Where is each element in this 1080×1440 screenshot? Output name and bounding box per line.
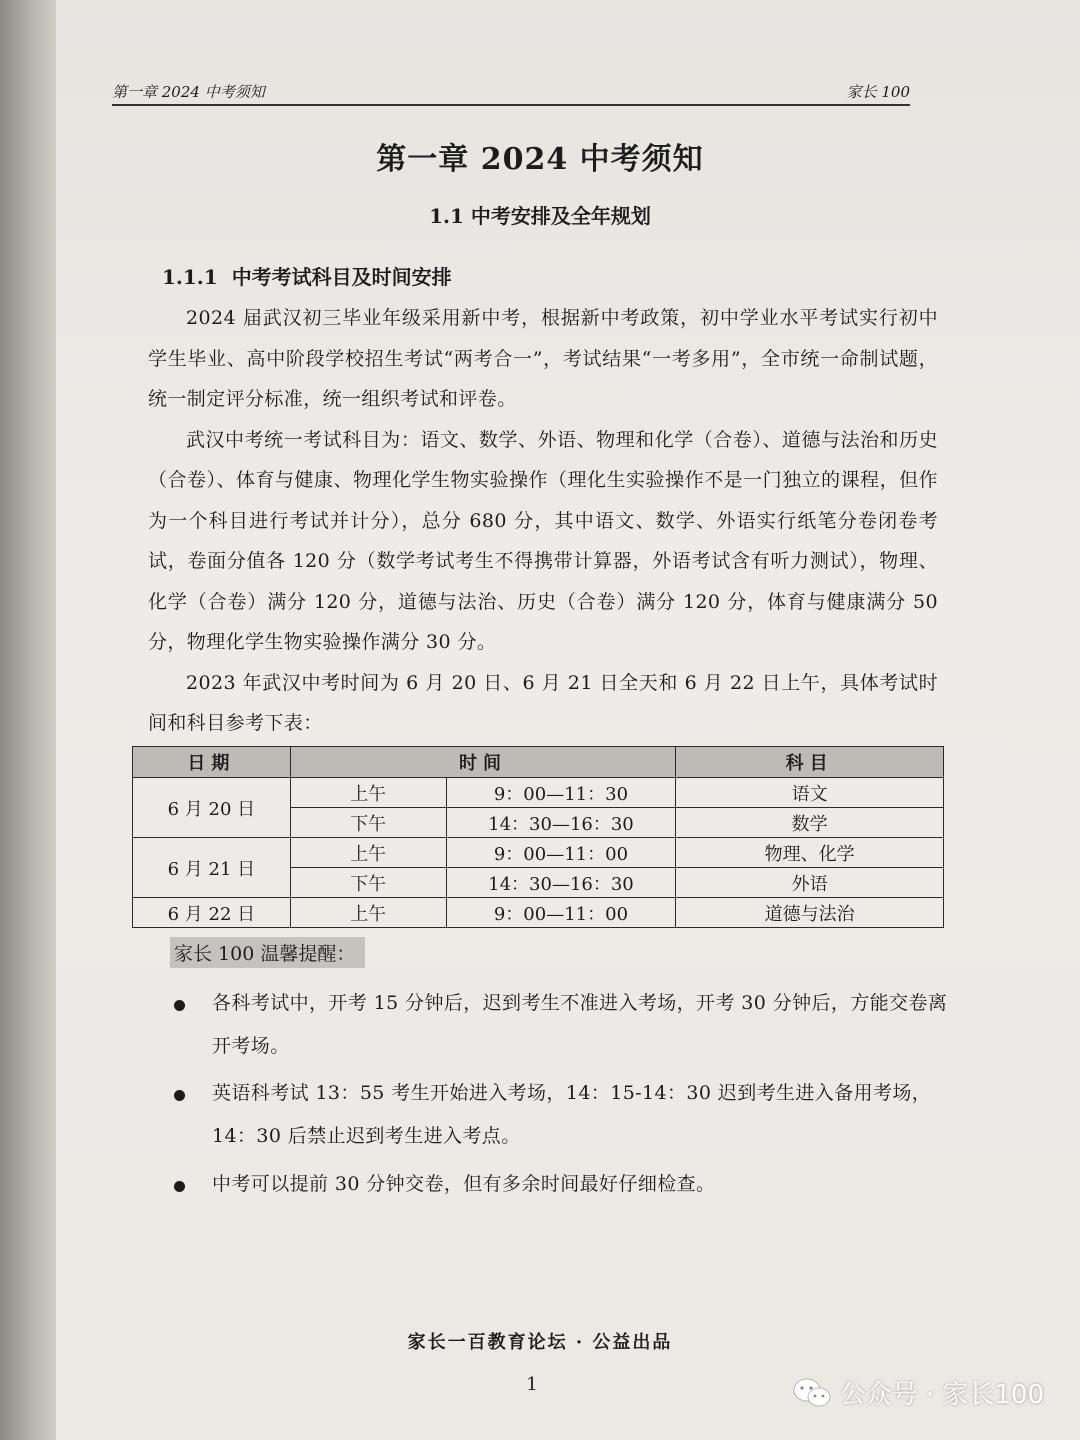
bullet-text: 中考可以提前 30 分钟交卷，但有多余时间最好仔细检查。 xyxy=(212,1173,716,1195)
time-cell: 9：00—11：00 xyxy=(446,898,676,928)
table-row xyxy=(133,838,944,868)
bullet-dot-icon xyxy=(174,1090,185,1101)
bullet-text: 英语科考试 13：55 考生开始进入考场，14：15-14：30 迟到考生进入备用考场，14：30 后禁止迟到考生进入考点。 xyxy=(212,1082,932,1147)
running-header-left: 第一章 2024 中考须知 xyxy=(112,83,265,101)
page-footer: 家长一百教育论坛 · 公益出品 xyxy=(407,1332,673,1353)
period-cell: 上午 xyxy=(290,778,446,808)
header-subject: 科目 xyxy=(676,747,944,778)
bullet-item xyxy=(126,1163,948,1206)
subsection-title xyxy=(162,261,452,290)
wechat-icon xyxy=(792,1377,832,1409)
table-row xyxy=(133,898,944,928)
watermark-text: 公众号 · 家长100 xyxy=(839,1380,1044,1410)
subject-cell: 语文 xyxy=(676,778,944,808)
page-number: 1 xyxy=(526,1374,538,1395)
subject-cell: 道德与法治 xyxy=(676,898,944,928)
exam-schedule-table xyxy=(132,746,944,928)
bullet-dot-icon xyxy=(174,1000,185,1011)
period-cell: 下午 xyxy=(290,808,446,838)
paragraph-3: 2023 年武汉中考时间为 6 月 20 日、6 月 21 日全天和 6 月 22 日上午，具体考试时间和科目参考下表： xyxy=(148,671,938,734)
running-header xyxy=(112,80,910,106)
bullet-item xyxy=(126,982,948,1068)
table-header-row xyxy=(133,747,944,778)
chapter-title: 第一章 2024 中考须知 xyxy=(376,142,704,177)
reminder-title: 家长 100 温馨提醒： xyxy=(170,937,365,968)
bullet-dot-icon xyxy=(174,1181,185,1192)
subsection-number: 1.1.1 xyxy=(162,265,218,289)
subject-cell: 外语 xyxy=(676,868,944,898)
watermark xyxy=(792,1374,1044,1411)
header-date: 日期 xyxy=(133,747,291,778)
period-cell: 上午 xyxy=(290,898,446,928)
paragraph-2: 武汉中考统一考试科目为：语文、数学、外语、物理和化学（合卷）、道德与法治和历史（合卷）、体育与健康、物理化学生物实验操作（理化生实验操作不是一门独立的课程，但作为一个科目进行考试并计分），总分 680 分，其中语文、数学、外语实行纸笔分卷闭卷考试，卷面分值各 120 分（数学考试考生不得携带计算器，外语考试含有听力测试），物理、化学（合卷）满分 120 分，道德与法治、历史（合卷）满分 120 分，体育与健康满分 50 分，物理化学生物实验操作满分 30 分。 xyxy=(148,428,938,653)
subject-cell: 物理、化学 xyxy=(676,838,944,868)
subject-cell: 数学 xyxy=(676,808,944,838)
time-cell: 9：00—11：30 xyxy=(446,778,676,808)
subsection-text: 中考考试科目及时间安排 xyxy=(231,265,452,289)
date-cell: 6 月 21 日 xyxy=(133,838,291,898)
bullet-item xyxy=(126,1072,948,1158)
paragraph-1: 2024 届武汉初三毕业年级采用新中考，根据新中考政策，初中学业水平考试实行初中学生毕业、高中阶段学校招生考试“两考合一”，考试结果“一考多用”，全市统一命制试题，统一制定评分标准，统一组织考试和评卷。 xyxy=(148,307,938,410)
date-cell: 6 月 20 日 xyxy=(133,778,291,838)
time-cell: 14：30—16：30 xyxy=(446,808,676,838)
period-cell: 上午 xyxy=(290,838,446,868)
time-cell: 14：30—16：30 xyxy=(446,868,676,898)
table-row xyxy=(133,778,944,808)
running-header-right: 家长 100 xyxy=(846,83,910,101)
time-cell: 9：00—11：00 xyxy=(446,838,676,868)
header-time: 时间 xyxy=(290,747,676,778)
period-cell: 下午 xyxy=(290,868,446,898)
body-paragraphs xyxy=(148,298,938,744)
section-title: 1.1 中考安排及全年规划 xyxy=(429,204,651,228)
date-cell: 6 月 22 日 xyxy=(133,898,291,928)
bullet-text: 各科考试中，开考 15 分钟后，迟到考生不准进入考场，开考 30 分钟后，方能交卷离开考场。 xyxy=(212,992,948,1057)
